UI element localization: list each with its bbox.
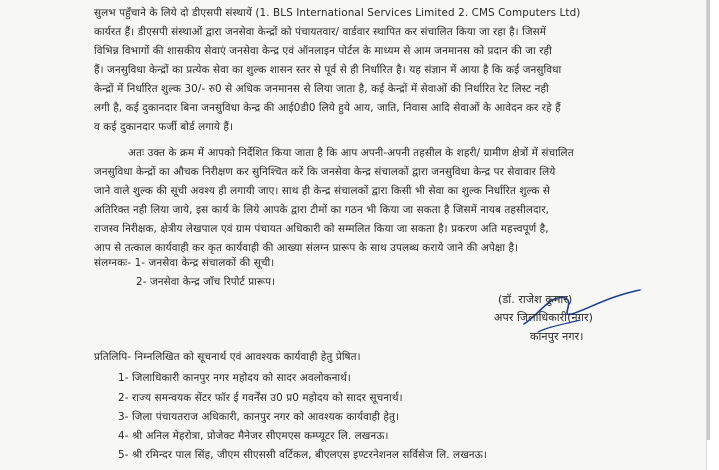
paragraph-line: आप से तत्काल कार्यवाही कर कृत कार्यवाही की आख्या संलग्न प्रारूप के साथ उपलब्ध कराये जाने की अपेक्षा है। [94, 242, 519, 254]
copy-item: 1- जिलाधिकारी कानपुर नगर महोदय को सादर अवलोकनार्थ। [118, 372, 351, 384]
paragraph-line: राजस्व निरीक्षक, क्षेत्रीय लेखपाल एवं ग्राम पंचायत अधिकारी को सम्मलित किया जा सकता है। प्रकरण अति महत्त्वपूर्ण है, [94, 223, 549, 235]
paragraph-line: व कई दुकानदार फर्जी बोर्ड लगाये हैं। [94, 121, 234, 133]
paragraph-line: हैं। जनसुविधा केन्द्रों का प्रत्येक सेवा का शुल्क शासन स्तर से पूर्व से ही निर्धारित है। यह संज्ञान में आया है कि कई जनसुविधा [94, 64, 562, 76]
signatory-name: (डॉ. राजेश कुमार) [498, 293, 573, 306]
signatory-location: कानपुर नगर। [530, 330, 584, 343]
paragraph-line: सुलभ पहुँचाने के लिये दो डीएसपी संस्थायें (1. BLS International Services Limited 2. CMS Computers Ltd) [94, 7, 581, 19]
copy-item: 4- श्री अनिल मेहरोत्रा, प्रोजेक्ट मैनेजर सीएमएस कम्प्यूटर लि. लखनऊ। [118, 430, 389, 442]
copy-item: 2- राज्य समन्वयक सेंटर फॉर ई गवर्नेंस उ0 प्र0 महोदय को सादर सूचनार्थ। [118, 392, 403, 404]
paragraph-line: अतः उक्त के क्रम में आपको निर्देशित किया जाता है कि आप अपनी-अपनी तहसील के शहरी/ ग्रामीण क्षेत्रों में संचालित [128, 147, 574, 159]
paragraph-line: जनसुविधा केन्द्रों का औचक निरीक्षण कर सुनिश्चित करें कि जनसेवा केन्द्र संचालकों द्वारा जनसुविधा केन्द्र पर सेवावार लिये [94, 166, 556, 178]
copy-item: 5- श्री रमिन्दर पाल सिंह, जीएम सीएससी वर्टिकल, बीएलएस इण्टरनेशनल सर्विसेज लि. लखनऊ। [118, 449, 487, 461]
paragraph-line: केन्द्रों में निर्धारित शुल्क 30/- रु0 से अधिक जनमानस से लिया जाता है, कई केन्द्रों में सेवाओं की निर्धारित रेट लिस्ट नही [94, 83, 549, 95]
paragraph-line: जाने वाले शुल्क की सूची अवश्य ही लगायी जाए। साथ ही केन्द्र संचालकों द्वारा किसी भी सेवा का शुल्क निर्धारित शुल्क से [94, 185, 550, 197]
paragraph-line: कार्यरत हैं। डीएसपी संस्थाओं द्वारा जनसेवा केन्द्रों को पंचायतवार/ वार्डवार स्थापित कर संचालित किया जा रहा है। जिसमें [94, 26, 547, 38]
copy-heading: प्रतिलिपि- निम्नलिखित को सूचनार्थ एवं आवश्यक कार्यवाही हेतु प्रेषित। [94, 351, 361, 363]
paragraph-line: अतिरिक्त नही लिया जाये, इस कार्य के लिये आपके द्वारा टीमों का गठन भी किया जा सकता है जिसमें नायब तहसीलदार, [94, 204, 550, 216]
enclosure-item: 2- जनसेवा केन्द्र जाँच रिपोर्ट प्रारूप। [136, 276, 276, 288]
signatory-designation: अपर जिलाधिकारी(नगर) [494, 311, 594, 324]
paragraph-line: लगी है, कई दुकानदार बिना जनसुविधा केन्द्र की आई0डी0 लिये हुये आय, जाति, निवास आदि सेवाओं के आवेदन कर रहे हैं [94, 102, 561, 114]
page-edge [706, 0, 719, 470]
paragraph-line: विभिन्न विभागों की शासकीय सेवाएं जनसेवा केन्द्र एवं ऑनलाइन पोर्टल के माध्यम से आम जनमानस को प्रदान की जा रही [94, 45, 552, 57]
copy-item: 3- जिला पंचायतराज अधिकारी, कानपुर नगर को आवश्यक कार्यवाही हेतु। [118, 411, 400, 423]
enclosure-item: संलग्नकः- 1- जनसेवा केन्द्र संचालकों की सूची। [94, 257, 275, 269]
